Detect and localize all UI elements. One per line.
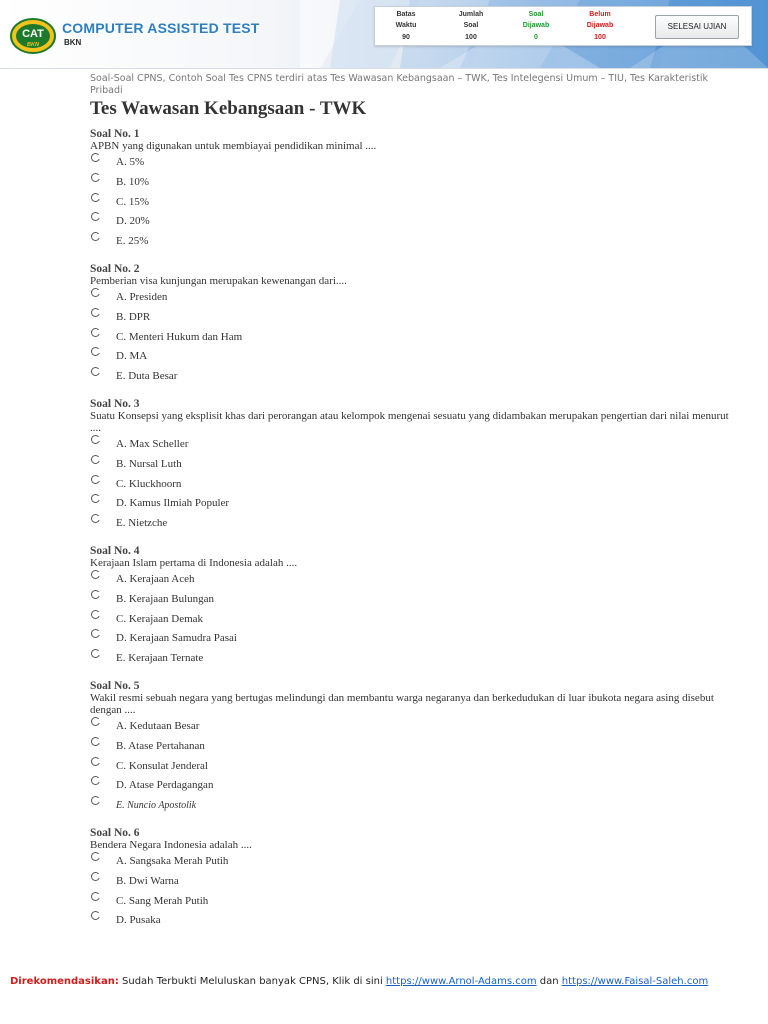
- answer-option[interactable]: [90, 211, 730, 231]
- question-number: Soal No. 4: [90, 544, 140, 557]
- app-subtitle: BKN: [64, 38, 82, 47]
- radio-icon[interactable]: [91, 153, 100, 162]
- radio-icon[interactable]: [91, 347, 100, 356]
- recommend-text: Sudah Terbukti Meluluskan banyak CPNS, Klik di sini: [122, 976, 383, 987]
- question-number: Soal No. 6: [90, 826, 140, 839]
- question-text: Wakil resmi sebuah negara yang bertugas melindungi dan membantu warga negaranya dan berkedudukan di luar ibukota negara asing disebut dengan ....: [90, 691, 714, 716]
- option-label: E. Duta Besar: [116, 370, 178, 383]
- stat-label: Belum: [589, 11, 611, 18]
- radio-icon[interactable]: [91, 494, 100, 503]
- radio-icon[interactable]: [91, 173, 100, 182]
- radio-icon[interactable]: [91, 308, 100, 317]
- radio-icon[interactable]: [91, 852, 100, 861]
- question-text: APBN yang digunakan untuk membiayai pendidikan minimal ....: [90, 140, 377, 152]
- question-text: Suatu Konsepsi yang eksplisit khas dari perorangan atau kelompok mengenai sesuatu yang didambakan merupakan pengertian dari nilai menurut ....: [90, 409, 729, 434]
- radio-icon[interactable]: [91, 796, 100, 805]
- option-label: A. Max Scheller: [116, 437, 189, 450]
- answer-option[interactable]: [90, 795, 730, 815]
- answer-option[interactable]: [90, 756, 730, 776]
- radio-icon[interactable]: [91, 328, 100, 337]
- app-title: COMPUTER ASSISTED TEST: [62, 20, 260, 36]
- stat-time-limit: [378, 9, 434, 43]
- radio-icon[interactable]: [91, 455, 100, 464]
- answer-option[interactable]: [90, 307, 730, 327]
- question-number: Soal No. 5: [90, 679, 140, 692]
- answer-option[interactable]: [90, 434, 730, 454]
- option-label: C. Kerajaan Demak: [116, 612, 204, 625]
- option-label: E. Nuncio Apostolik: [116, 800, 197, 812]
- answer-option[interactable]: [90, 513, 730, 533]
- option-label: D. 20%: [116, 215, 150, 228]
- option-label: D. Pusaka: [116, 914, 161, 927]
- radio-icon[interactable]: [91, 757, 100, 766]
- option-label: B. DPR: [116, 310, 151, 323]
- option-label: B. Nursal Luth: [116, 457, 182, 470]
- answer-option[interactable]: [90, 493, 730, 513]
- recommendation-footer: [10, 976, 760, 987]
- radio-icon[interactable]: [91, 367, 100, 376]
- logo-sub: BKN: [27, 42, 39, 48]
- radio-icon[interactable]: [91, 514, 100, 523]
- radio-icon[interactable]: [91, 475, 100, 484]
- answer-option[interactable]: [90, 589, 730, 609]
- answer-option[interactable]: [90, 366, 730, 386]
- answer-option[interactable]: [90, 871, 730, 891]
- option-label: C. Kluckhoorn: [116, 477, 182, 490]
- option-label: B. Dwi Warna: [116, 874, 179, 887]
- radio-icon[interactable]: [91, 232, 100, 241]
- link-arnol-adams[interactable]: https://www.Arnol-Adams.com: [385, 976, 537, 987]
- option-label: A. Kerajaan Aceh: [116, 572, 195, 585]
- radio-icon[interactable]: [91, 911, 100, 920]
- radio-icon[interactable]: [91, 892, 100, 901]
- and-text: dan: [539, 976, 559, 987]
- stat-answered: [508, 9, 564, 43]
- question-number: Soal No. 3: [90, 397, 140, 410]
- radio-icon[interactable]: [91, 193, 100, 202]
- stat-value: 100: [465, 34, 477, 41]
- breadcrumb: Soal-Soal CPNS, Contoh Soal Tes CPNS terdiri atas Tes Wawasan Kebangsaan – TWK, Tes Intelegensi Umum – TIU, Tes Karakteristik Pribadi: [90, 73, 709, 96]
- option-label: C. Sang Merah Putih: [116, 894, 209, 907]
- stat-value: 0: [534, 34, 538, 41]
- option-label: D. Kerajaan Samudra Pasai: [116, 632, 237, 645]
- answer-option[interactable]: [90, 192, 730, 212]
- answer-option[interactable]: [90, 851, 730, 871]
- option-label: C. 15%: [116, 195, 149, 208]
- option-label: A. Presiden: [116, 290, 168, 303]
- stat-label: Dijawab: [522, 22, 550, 29]
- answer-option[interactable]: [90, 231, 730, 251]
- radio-icon[interactable]: [91, 610, 100, 619]
- option-label: D. Kamus Ilmiah Populer: [116, 497, 230, 510]
- option-label: D. Atase Perdagangan: [116, 779, 214, 792]
- radio-icon[interactable]: [91, 570, 100, 579]
- app-header: [0, 0, 768, 69]
- link-faisal-saleh[interactable]: https://www.Faisal-Saleh.com: [561, 976, 709, 987]
- option-label: A. Kedutaan Besar: [116, 719, 200, 732]
- answer-option[interactable]: [90, 172, 730, 192]
- option-label: B. 10%: [116, 175, 149, 188]
- answer-option[interactable]: [90, 716, 730, 736]
- radio-icon[interactable]: [91, 872, 100, 881]
- question-list: [90, 128, 730, 942]
- radio-icon[interactable]: [91, 776, 100, 785]
- radio-icon[interactable]: [91, 288, 100, 297]
- answer-option[interactable]: [90, 891, 730, 911]
- question-4: [90, 545, 730, 668]
- option-label: D. MA: [116, 350, 148, 363]
- exam-stats-panel: [374, 6, 752, 46]
- answer-option[interactable]: [90, 910, 730, 930]
- option-label: E. 25%: [116, 235, 149, 248]
- question-text: Pemberian visa kunjungan merupakan kewenangan dari....: [90, 274, 347, 287]
- option-label: A. 5%: [116, 156, 145, 168]
- answer-option[interactable]: [90, 569, 730, 589]
- question-6: [90, 827, 730, 930]
- question-1: [90, 128, 730, 251]
- stat-label: Batas: [396, 11, 416, 18]
- answer-option[interactable]: [90, 775, 730, 795]
- answer-option[interactable]: [90, 327, 730, 347]
- recommend-label: Direkomendasikan:: [10, 976, 119, 987]
- question-2: [90, 263, 730, 386]
- option-label: E. Kerajaan Ternate: [116, 652, 204, 665]
- answer-option[interactable]: [90, 736, 730, 756]
- radio-icon[interactable]: [91, 737, 100, 746]
- option-label: E. Nietzche: [116, 517, 168, 530]
- answer-option[interactable]: [90, 346, 730, 366]
- stat-value: 90: [402, 34, 410, 41]
- radio-icon[interactable]: [91, 435, 100, 444]
- question-5: [90, 680, 730, 815]
- page-title: Tes Wawasan Kebangsaan - TWK: [90, 98, 367, 119]
- radio-icon[interactable]: [91, 649, 100, 658]
- stat-value: 100: [594, 34, 606, 41]
- option-label: A. Sangsaka Merah Putih: [116, 854, 229, 867]
- stat-label: Soal: [528, 11, 544, 18]
- stat-label: Soal: [463, 22, 479, 29]
- answer-option[interactable]: [90, 628, 730, 648]
- stat-label: Dijawab: [586, 22, 614, 29]
- radio-icon[interactable]: [91, 629, 100, 638]
- finish-exam-button[interactable]: SELESAI UJIAN: [655, 15, 739, 39]
- question-3: [90, 398, 730, 533]
- radio-icon[interactable]: [91, 212, 100, 221]
- option-label: B. Atase Pertahanan: [116, 739, 205, 752]
- question-text: Bendera Negara Indonesia adalah ....: [90, 838, 252, 851]
- cat-bkn-logo: [10, 18, 56, 54]
- radio-icon[interactable]: [91, 590, 100, 599]
- option-label: C. Konsulat Jenderal: [116, 759, 208, 772]
- answer-option[interactable]: [90, 648, 730, 668]
- answer-option[interactable]: [90, 152, 730, 172]
- answer-option[interactable]: [90, 609, 730, 629]
- answer-option[interactable]: [90, 287, 730, 307]
- stat-label: Waktu: [395, 22, 417, 29]
- answer-option[interactable]: [90, 454, 730, 474]
- answer-option[interactable]: [90, 474, 730, 494]
- option-label: C. Menteri Hukum dan Ham: [116, 330, 243, 343]
- logo-text: CAT: [22, 28, 44, 40]
- question-text: Kerajaan Islam pertama di Indonesia adalah ....: [90, 556, 298, 569]
- option-label: B. Kerajaan Bulungan: [116, 592, 215, 605]
- radio-icon[interactable]: [91, 717, 100, 726]
- stat-unanswered: [572, 9, 628, 43]
- stat-label: Jumlah: [458, 11, 484, 18]
- question-number: Soal No. 2: [90, 262, 140, 275]
- stat-total-questions: [443, 9, 499, 43]
- question-number: Soal No. 1: [90, 128, 140, 140]
